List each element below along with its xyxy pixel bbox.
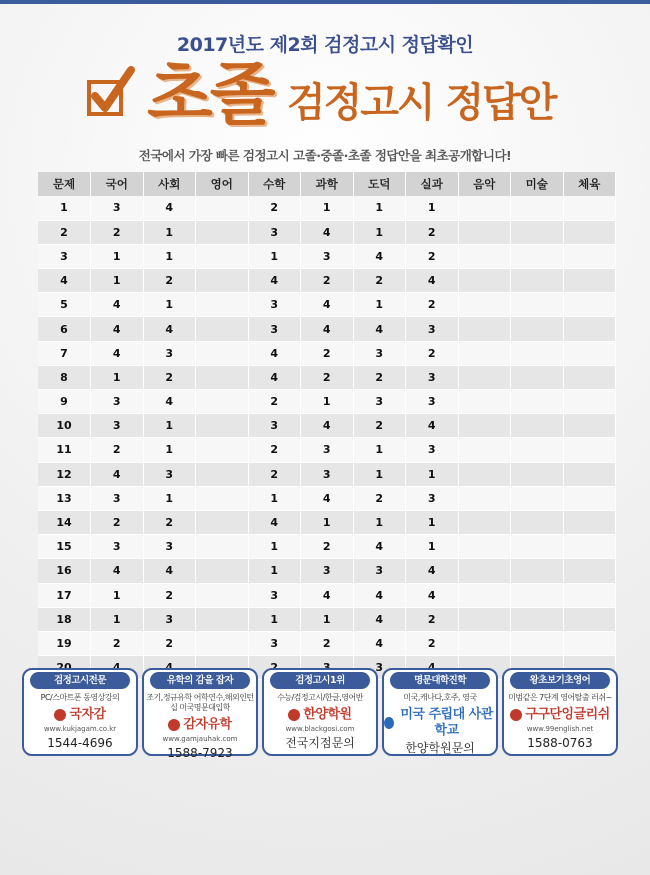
answer-cell: 3 [353,341,406,365]
table-row [38,535,616,559]
answer-cell [563,607,616,631]
answer-cell: 1 [406,196,459,220]
promo-phone: 전국지점문의 [285,736,355,750]
answer-cell [563,365,616,389]
answer-cell [458,607,511,631]
column-header: 문제 [38,172,91,196]
answer-cell: 1 [143,244,196,268]
promo-description: PC/스마트폰 동영상강의 [40,693,120,702]
column-header: 음악 [458,172,511,196]
answer-cell: 1 [353,293,406,317]
answer-cell: 3 [406,438,459,462]
answer-cell: 4 [301,414,354,438]
answer-cell [458,317,511,341]
table-row [38,438,616,462]
answer-cell [196,607,249,631]
answer-cell: 2 [301,269,354,293]
answer-cell [511,317,564,341]
answer-cell [196,269,249,293]
answer-cell [511,390,564,414]
promo-url[interactable]: www.gamjauhak.com [162,735,238,743]
answer-cell: 1 [353,196,406,220]
answer-cell: 4 [301,583,354,607]
answer-cell: 1 [406,535,459,559]
logo-icon [510,709,522,721]
answer-cell [196,414,249,438]
answer-cell: 4 [248,510,301,534]
promo-phone: 1588-0763 [527,736,593,750]
answer-cell [458,390,511,414]
answer-cell [458,220,511,244]
answer-cell [511,341,564,365]
answer-cell [563,317,616,341]
answer-cell [196,510,249,534]
answer-cell [563,486,616,510]
answer-cell [511,462,564,486]
answer-cell: 3 [353,390,406,414]
answer-cell: 3 [143,535,196,559]
table-row [38,607,616,631]
answer-cell: 1 [248,244,301,268]
answer-cell: 3 [91,486,144,510]
answer-cell: 2 [353,414,406,438]
answer-cell [458,559,511,583]
answer-cell: 4 [406,269,459,293]
promo-logo-text: 감자유학 [183,717,232,732]
answer-cell: 1 [91,244,144,268]
answer-cell: 2 [353,486,406,510]
promo-url[interactable]: www.blackgosi.com [285,725,355,733]
answer-cell: 1 [248,535,301,559]
promo-logo-text: 국자감 [69,707,106,722]
answer-cell: 2 [248,196,301,220]
answer-cell: 1 [301,607,354,631]
question-number-cell: 1 [38,196,91,220]
answer-cell: 2 [248,438,301,462]
answer-cell: 2 [143,631,196,655]
promo-logo [384,707,496,739]
promo-logo-text: 미국 주립대 사관학교 [400,707,493,738]
tagline: 전국에서 가장 빠른 검정고시 고졸·중졸·초졸 정답안을 최초공개합니다! [138,148,512,163]
answer-cell: 2 [143,510,196,534]
answer-cell: 3 [91,196,144,220]
question-number-cell: 4 [38,269,91,293]
answer-cell: 3 [301,462,354,486]
promo-phone: 한양학원문의 [405,741,475,755]
answer-cell: 2 [301,341,354,365]
answer-cell [458,293,511,317]
answer-cell: 4 [143,390,196,414]
page-subtitle: 2017년도 제2회 검정고시 정답확인 [176,34,474,56]
answer-cell [196,438,249,462]
promo-logo-text: 한양학원 [303,707,352,722]
answer-cell: 4 [91,341,144,365]
answer-cell: 3 [353,656,406,680]
answer-cell: 3 [301,244,354,268]
answer-cell: 1 [353,510,406,534]
answer-cell [511,438,564,462]
answer-cell: 4 [353,317,406,341]
answer-cell: 3 [248,220,301,244]
answer-cell: 1 [353,438,406,462]
answer-cell: 4 [143,317,196,341]
answer-cell [563,220,616,244]
answer-cell: 2 [406,244,459,268]
answer-cell [196,583,249,607]
table-row [38,583,616,607]
table-row [38,196,616,220]
answer-cell: 4 [353,583,406,607]
answer-cell: 1 [301,196,354,220]
answer-cell: 1 [91,365,144,389]
answer-cell: 4 [143,196,196,220]
answer-cell [563,462,616,486]
column-header: 도덕 [353,172,406,196]
answer-cell: 3 [143,607,196,631]
promo-box[interactable] [22,668,138,756]
answer-cell: 1 [353,462,406,486]
answer-cell: 1 [353,220,406,244]
promo-description: 조기,정규유학 어학연수,해외인턴십 미국명문대입학 [146,693,254,712]
answer-cell [511,244,564,268]
answer-cell: 3 [248,631,301,655]
answer-cell [511,535,564,559]
hero-title-sub: 검정고시 정답안 [287,80,556,126]
promo-box[interactable] [382,668,498,756]
answer-cell: 3 [248,414,301,438]
promo-box[interactable] [142,668,258,760]
answer-cell [196,196,249,220]
answer-cell [458,535,511,559]
answer-cell [511,510,564,534]
question-number-cell: 6 [38,317,91,341]
answer-cell: 3 [406,390,459,414]
answer-cell: 4 [248,269,301,293]
answer-cell [196,462,249,486]
answer-cell [196,341,249,365]
question-number-cell: 17 [38,583,91,607]
answer-cell [563,631,616,655]
answer-cell: 4 [301,317,354,341]
hero-title-main: 초졸 [147,56,273,135]
table-row [38,317,616,341]
answer-cell [196,293,249,317]
logo-icon [168,719,180,731]
answer-cell [563,559,616,583]
answer-cell [458,244,511,268]
question-number-cell: 13 [38,486,91,510]
top-accent-bar [0,0,650,4]
answer-cell [511,269,564,293]
table-row [38,486,616,510]
answer-cell [458,365,511,389]
answer-cell: 4 [91,293,144,317]
column-header: 과학 [301,172,354,196]
answer-cell: 1 [143,220,196,244]
answer-cell: 3 [406,365,459,389]
answer-cell: 3 [91,535,144,559]
question-number-cell: 11 [38,438,91,462]
promo-description: 미범같은 7단계 영어탈출 러쉬~ [508,693,612,702]
promo-heading: 검정고시1위 [270,672,370,689]
answer-cell: 4 [406,559,459,583]
promo-url[interactable]: www.99english.net [526,725,594,733]
answer-cell: 2 [91,220,144,244]
answer-cell: 2 [406,631,459,655]
hero-title [85,56,585,138]
table-row [38,220,616,244]
answer-cell [511,559,564,583]
question-number-cell: 19 [38,631,91,655]
answer-cell [563,390,616,414]
answer-cell [563,269,616,293]
answer-cell: 2 [143,583,196,607]
answer-cell: 1 [406,462,459,486]
answer-cell: 1 [91,583,144,607]
answer-table-header [38,172,616,196]
answer-cell: 3 [301,559,354,583]
answer-cell [458,269,511,293]
answer-cell [511,365,564,389]
answer-cell: 2 [301,365,354,389]
column-header: 사회 [143,172,196,196]
column-header: 수학 [248,172,301,196]
question-number-cell: 3 [38,244,91,268]
table-row [38,631,616,655]
promo-banner-row [22,668,622,760]
question-number-cell: 8 [38,365,91,389]
table-row [38,559,616,583]
answer-cell [511,486,564,510]
answer-cell [563,244,616,268]
answer-cell: 1 [248,607,301,631]
answer-cell: 1 [406,510,459,534]
answer-cell [511,583,564,607]
table-row [38,341,616,365]
promo-box[interactable] [262,668,378,756]
answer-cell: 1 [301,390,354,414]
answer-cell: 2 [353,365,406,389]
column-header: 체육 [563,172,616,196]
answer-cell: 3 [301,438,354,462]
answer-cell: 1 [143,414,196,438]
answer-cell: 4 [91,559,144,583]
answer-cell: 4 [301,220,354,244]
answer-cell: 4 [406,583,459,607]
answer-cell: 2 [301,535,354,559]
answer-cell [196,535,249,559]
answer-cell [563,414,616,438]
answer-cell: 3 [248,583,301,607]
answer-cell [196,220,249,244]
answer-cell: 2 [301,631,354,655]
answer-cell: 1 [248,559,301,583]
answer-cell: 2 [406,607,459,631]
answer-cell: 1 [301,510,354,534]
table-row [38,414,616,438]
table-row [38,269,616,293]
answer-cell [563,438,616,462]
answer-cell [196,244,249,268]
question-number-cell: 18 [38,607,91,631]
answer-cell [458,438,511,462]
question-number-cell: 16 [38,559,91,583]
answer-cell: 4 [91,317,144,341]
question-number-cell: 7 [38,341,91,365]
promo-url[interactable]: www.kukjagam.co.kr [43,725,117,733]
promo-logo-text: 구구단잉글리쉬 [525,707,610,722]
answer-cell: 2 [143,269,196,293]
answer-cell [511,607,564,631]
promo-heading: 명문대학진학 [390,672,490,689]
answer-cell: 3 [143,341,196,365]
answer-cell [563,293,616,317]
promo-heading: 유학의 감을 잡자 [150,672,250,689]
question-number-cell: 9 [38,390,91,414]
answer-cell [458,341,511,365]
answer-cell: 2 [91,510,144,534]
answer-cell: 3 [91,390,144,414]
answer-cell: 2 [143,365,196,389]
answer-cell: 1 [91,607,144,631]
answer-cell: 1 [143,486,196,510]
column-header: 미술 [511,172,564,196]
answer-cell [458,414,511,438]
promo-logo [24,707,136,723]
question-number-cell: 10 [38,414,91,438]
promo-description: 미국,캐나다,호주, 영국 [403,693,477,702]
answer-cell [196,486,249,510]
question-number-cell: 12 [38,462,91,486]
answer-cell: 4 [248,365,301,389]
answer-cell [563,341,616,365]
answer-cell: 3 [406,486,459,510]
answer-cell: 2 [91,438,144,462]
column-header: 실과 [406,172,459,196]
answer-cell: 4 [248,341,301,365]
answer-cell: 2 [406,293,459,317]
answer-cell: 3 [406,317,459,341]
answer-table [38,172,616,680]
promo-phone: 1588-7923 [167,746,233,760]
table-row [38,244,616,268]
answer-cell [511,414,564,438]
answer-cell [458,196,511,220]
answer-cell [458,486,511,510]
answer-cell: 3 [248,293,301,317]
answer-cell [563,583,616,607]
question-number-cell: 5 [38,293,91,317]
answer-cell: 4 [301,486,354,510]
answer-cell: 2 [353,269,406,293]
answer-cell [196,559,249,583]
answer-cell: 4 [353,244,406,268]
promo-logo [264,707,376,723]
column-header: 국어 [91,172,144,196]
logo-icon [288,709,300,721]
answer-cell: 4 [91,462,144,486]
question-number-cell: 2 [38,220,91,244]
logo-icon [384,717,394,729]
answer-cell: 4 [143,559,196,583]
promo-heading: 왕초보기초영어 [510,672,610,689]
answer-cell [563,196,616,220]
answer-cell: 1 [143,293,196,317]
answer-cell: 3 [91,414,144,438]
question-number-cell: 14 [38,510,91,534]
table-row [38,390,616,414]
answer-cell: 1 [143,438,196,462]
answer-cell: 3 [353,559,406,583]
column-header: 영어 [196,172,249,196]
promo-description: 수능/검정고시/한글,영어반 [277,693,363,702]
answer-cell [563,535,616,559]
answer-cell [458,462,511,486]
answer-cell: 4 [353,535,406,559]
promo-logo [144,717,256,733]
table-row [38,510,616,534]
answer-cell: 4 [406,414,459,438]
logo-icon [54,709,66,721]
answer-cell: 2 [91,631,144,655]
question-number-cell: 15 [38,535,91,559]
answer-cell: 2 [406,341,459,365]
answer-cell: 4 [301,293,354,317]
answer-cell: 4 [353,607,406,631]
answer-cell: 1 [248,486,301,510]
promo-phone: 1544-4696 [47,736,113,750]
answer-cell [196,390,249,414]
answer-cell [196,317,249,341]
answer-cell [563,510,616,534]
table-row [38,365,616,389]
answer-cell [196,365,249,389]
answer-cell: 3 [248,317,301,341]
answer-cell: 1 [91,269,144,293]
answer-cell: 2 [406,220,459,244]
answer-cell [511,220,564,244]
answer-cell [511,293,564,317]
promo-box[interactable] [502,668,618,756]
table-row [38,462,616,486]
answer-cell [511,196,564,220]
answer-cell: 3 [143,462,196,486]
answer-cell [196,631,249,655]
answer-cell [511,631,564,655]
promo-logo [504,707,616,723]
answer-cell: 2 [248,390,301,414]
answer-table-body [38,196,616,680]
answer-cell [458,583,511,607]
answer-cell: 2 [248,462,301,486]
table-row [38,293,616,317]
answer-cell: 4 [353,631,406,655]
promo-heading: 검정고시전문 [30,672,130,689]
answer-cell [458,631,511,655]
checkmark-icon [85,56,145,126]
answer-cell [458,510,511,534]
